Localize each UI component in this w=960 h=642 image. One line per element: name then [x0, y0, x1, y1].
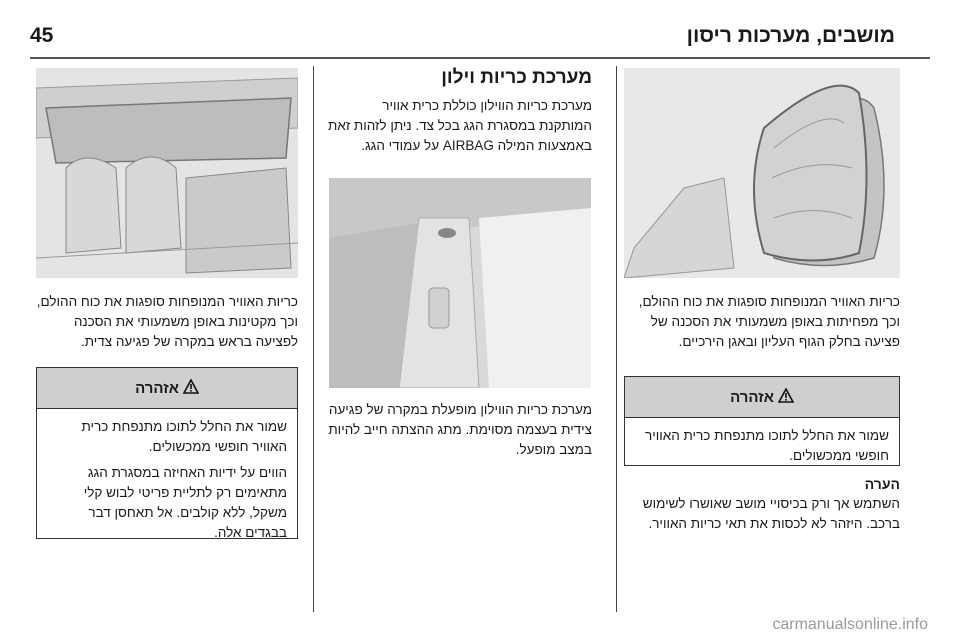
- page-number: 45: [30, 24, 54, 47]
- side-airbag-caption: כריות האוויר המנופחות סופגות את כוח ההולם, וכך מפחיתות באופן משמעותי את הסכנה של פציעה בחלק הגוף העליון ובאגן הירכיים.: [638, 294, 900, 349]
- warning-box-right: [624, 376, 900, 466]
- note-section: [624, 474, 900, 534]
- warning-triangle-icon: [778, 388, 794, 407]
- curtain-airbag-caption: מערכת כריות הווילון מופעלת במקרה של פגיעה צידית בעצמה מסוימת. מתג ההצתה חייב להיות במצב מופעל.: [328, 402, 592, 457]
- warning-box-left: [36, 367, 298, 539]
- warning-text-2: הווים על ידיות האחיזה במסגרת הגג מתאימים רק לתליית פריטי לבוש קלי משקל, ללא קולבים. אל תאחסן דבר בבגדים אלה.: [83, 465, 287, 540]
- warning-body: [37, 409, 297, 557]
- middle-column-text: [326, 66, 592, 156]
- warning-title: אזהרה: [135, 379, 179, 397]
- warning-text: שמור את החלל לתוכו מתנפחת כרית האוויר חופשי ממכשולים.: [644, 428, 889, 463]
- side-airbag-figure: [624, 68, 900, 278]
- warning-header: [625, 377, 899, 418]
- middle-caption-block: [326, 400, 592, 460]
- note-text: השתמש אך ורק בכיסויי מושב שאושרו לשימוש ברכב. היזהר לא לכסות את תאי כריות האוויר.: [642, 496, 900, 531]
- note-title: הערה: [864, 476, 900, 492]
- warning-title: אזהרה: [730, 388, 774, 406]
- column-divider-left: [313, 66, 314, 612]
- curtain-airbag-figure: [36, 68, 298, 278]
- warning-triangle-icon: [183, 379, 199, 398]
- right-column-text: [624, 292, 900, 352]
- curtain-airbag-effect-caption: כריות האוויר המנופחות סופגות את כוח ההולם, וכך מקטינות באופן משמעותי את הסכנה לפציעה בראש במקרה של פגיעה צדית.: [36, 294, 298, 349]
- warning-text-1: שמור את החלל לתוכו מתנפחת כרית האוויר חופשי ממכשולים.: [81, 419, 287, 454]
- watermark: carmanualsonline.info: [772, 616, 928, 633]
- roof-pillar-figure: [329, 178, 591, 388]
- warning-body: [625, 418, 899, 480]
- header-rule: [30, 57, 930, 59]
- left-column-text: [36, 292, 298, 352]
- curtain-airbag-intro: מערכת כריות הווילון כוללת כרית אוויר המותקנת במסגרת הגג בכל צד. ניתן לזהות זאת באמצעות המילה AIRBAG על עמודי הגג.: [328, 98, 592, 153]
- page-header: [30, 24, 930, 54]
- page-title: מושבים, מערכות ריסון: [686, 24, 895, 47]
- curtain-airbag-title: מערכת כריות וילון: [441, 67, 592, 88]
- column-divider-right: [616, 66, 617, 612]
- warning-header: [37, 368, 297, 409]
